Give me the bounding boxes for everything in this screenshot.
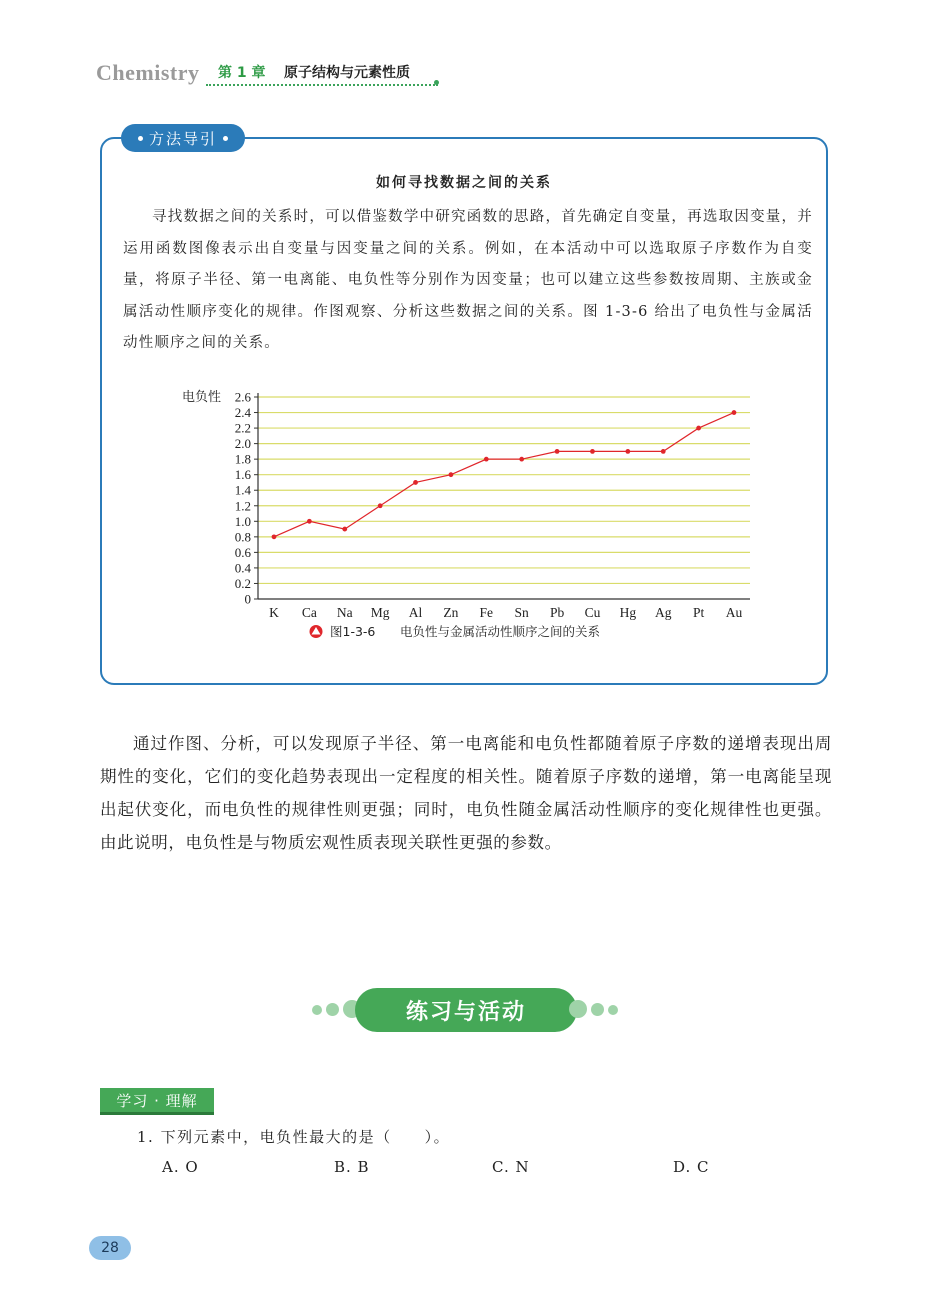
practice-title: 练习与活动 bbox=[355, 988, 577, 1032]
data-point bbox=[272, 534, 277, 539]
method-paragraph: 寻找数据之间的关系时，可以借鉴数学中研究函数的思路，首先确定自变量，再选取因变量，并运用函数图像表示出自变量与因变量之间的关系。例如，在本活动中可以选取原子序数作为自变量，将原子半径、第一电离能、电负性等分别作为因变量；也可以建立这些参数按周期、主族或金属活动性顺序变化的规律。作图观察、分析这些数据之间的关系。图 1-3-6 给出了电负性与金属活动性顺序之间的关系。 bbox=[123, 209, 813, 351]
y-tick-label: 1.2 bbox=[234, 498, 251, 514]
method-guide-tag bbox=[121, 124, 245, 152]
method-body bbox=[123, 202, 813, 360]
x-tick-label: Ca bbox=[301, 605, 317, 620]
y-tick-label: 1.0 bbox=[234, 513, 251, 529]
x-tick-label: Hg bbox=[619, 605, 637, 620]
x-tick-label: Sn bbox=[514, 605, 529, 620]
chapter-title: 原子结构与元素性质 bbox=[284, 65, 410, 81]
study-understand-tag: 学习 · 理解 bbox=[100, 1088, 214, 1112]
y-tick-label: 0.2 bbox=[234, 575, 251, 591]
data-point bbox=[378, 503, 383, 508]
x-tick-label: Pb bbox=[549, 605, 565, 620]
deco-dot-icon bbox=[326, 1003, 339, 1016]
x-tick-label: Cu bbox=[584, 605, 601, 620]
electronegativity-chart bbox=[170, 380, 770, 650]
caption-label: 图1-3-6 bbox=[330, 624, 376, 639]
y-tick-label: 0.6 bbox=[234, 544, 251, 560]
x-tick-label: Mg bbox=[370, 605, 390, 620]
chapter-number: 第 1 章 bbox=[218, 65, 266, 81]
header-dot bbox=[434, 80, 439, 85]
deco-dot-icon bbox=[591, 1003, 604, 1016]
x-tick-label: Au bbox=[725, 605, 743, 620]
page-number: 28 bbox=[89, 1236, 131, 1260]
option-b[interactable]: B. B bbox=[334, 1158, 370, 1176]
tag-dot-icon bbox=[138, 136, 143, 141]
data-point bbox=[342, 527, 347, 532]
analysis-paragraph bbox=[100, 727, 832, 859]
option-d[interactable]: D. C bbox=[673, 1158, 710, 1176]
data-point bbox=[590, 449, 595, 454]
header-dotted-rule bbox=[206, 82, 438, 86]
data-point bbox=[625, 449, 630, 454]
practice-section-header bbox=[310, 988, 620, 1032]
option-c[interactable]: C. N bbox=[492, 1158, 530, 1176]
y-axis-label: 电负性 bbox=[182, 390, 222, 405]
method-guide-label: 方法导引 bbox=[148, 129, 217, 148]
y-tick-label: 1.6 bbox=[234, 467, 251, 483]
tag-dot-icon bbox=[223, 136, 228, 141]
x-tick-label: Na bbox=[336, 605, 353, 620]
brand-title: Chemistry bbox=[96, 60, 200, 85]
deco-dot-icon bbox=[312, 1005, 322, 1015]
x-tick-label: Pt bbox=[692, 605, 705, 620]
y-tick-label: 1.8 bbox=[234, 451, 251, 467]
data-point bbox=[307, 519, 312, 524]
analysis-text: 通过作图、分析，可以发现原子半径、第一电离能和电负性都随着原子序数的递增表现出周期性的变化，它们的变化趋势表现出一定程度的相关性。随着原子序数的递增，第一电离能呈现出起伏变化，而电负性的规律性则更强；同时，电负性随金属活动性顺序的变化规律性也更强。由此说明，电负性是与物质宏观性质表现关联性更强的参数。 bbox=[100, 734, 832, 852]
x-tick-label: Al bbox=[408, 605, 423, 620]
y-tick-label: 2.4 bbox=[234, 405, 251, 421]
data-point bbox=[555, 449, 560, 454]
y-tick-label: 0 bbox=[244, 591, 251, 607]
chart-svg bbox=[170, 380, 770, 650]
x-tick-label: K bbox=[269, 605, 279, 620]
deco-dot-icon bbox=[569, 1000, 587, 1018]
y-tick-label: 2.0 bbox=[234, 436, 251, 452]
caption-text: 电负性与金属活动性顺序之间的关系 bbox=[400, 624, 601, 639]
method-title: 如何寻找数据之间的关系 bbox=[376, 175, 552, 191]
data-point bbox=[732, 410, 737, 415]
x-tick-label: Zn bbox=[443, 605, 459, 620]
data-point bbox=[449, 472, 454, 477]
y-tick-label: 0.8 bbox=[234, 529, 251, 545]
x-tick-label: Fe bbox=[479, 605, 494, 620]
option-a[interactable]: A. O bbox=[162, 1158, 199, 1176]
data-point bbox=[696, 426, 701, 431]
y-tick-label: 2.6 bbox=[234, 389, 251, 405]
data-point bbox=[484, 457, 489, 462]
x-tick-label: Ag bbox=[654, 605, 672, 620]
y-tick-label: 1.4 bbox=[234, 482, 251, 498]
data-point bbox=[661, 449, 666, 454]
deco-dot-icon bbox=[608, 1005, 618, 1015]
data-point bbox=[519, 457, 524, 462]
y-tick-label: 2.2 bbox=[234, 420, 251, 436]
question-1: 1. 下列元素中，电负性最大的是（ ）。 bbox=[137, 1128, 451, 1146]
question-options bbox=[162, 1158, 762, 1182]
y-tick-label: 0.4 bbox=[234, 560, 251, 576]
data-point bbox=[413, 480, 418, 485]
